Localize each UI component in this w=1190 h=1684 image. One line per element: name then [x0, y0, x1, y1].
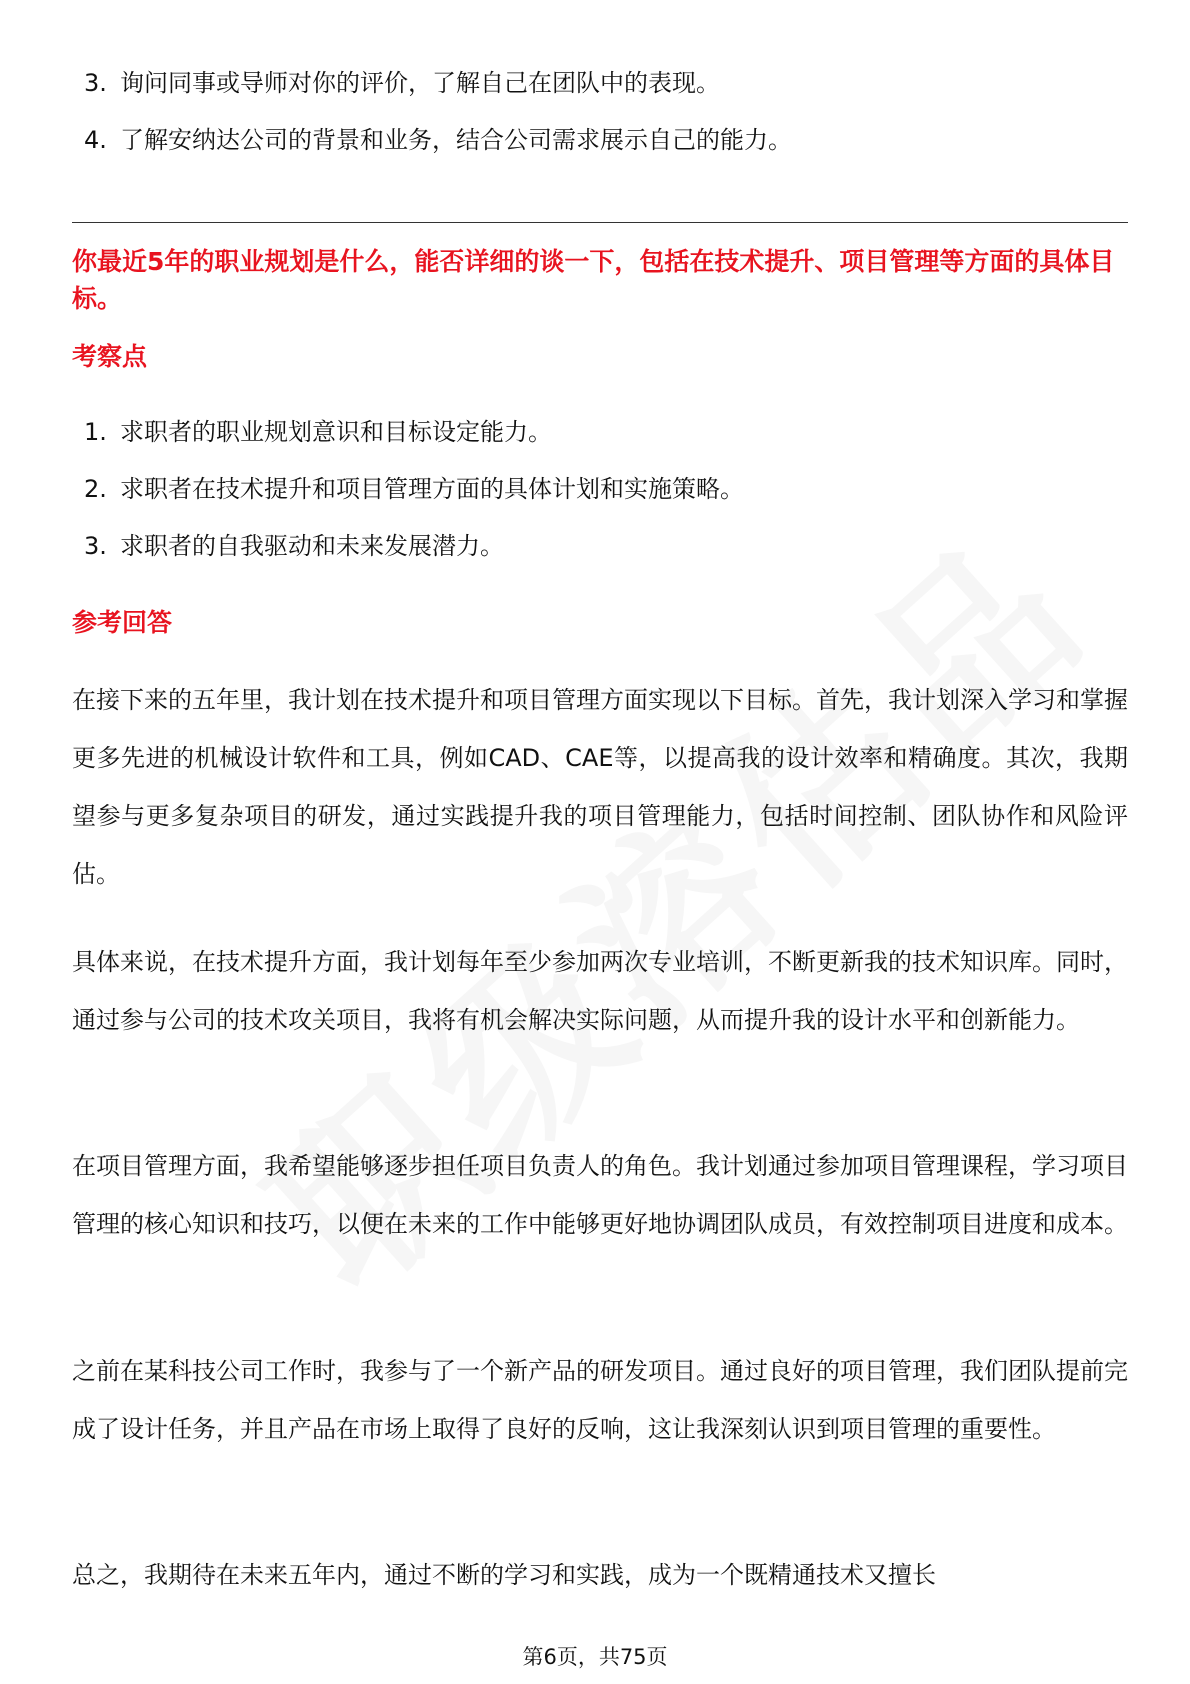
answer-paragraph: 在项目管理方面，我希望能够逐步担任项目负责人的角色。我计划通过参加项目管理课程，学习项目管理的核心知识和技巧，以便在未来的工作中能够更好地协调团队成员，有效控制项目进度和成本。 [72, 1152, 1128, 1238]
page-footer: 第6页，共75页 [522, 1645, 668, 1669]
list-text: 求职者的自我驱动和未来发展潜力。 [120, 532, 504, 560]
list-number: 3. [84, 532, 107, 560]
list-number: 4. [84, 126, 107, 154]
list-number: 1. [84, 418, 107, 446]
evaluation-points-list [72, 415, 1128, 586]
list-item [72, 472, 1128, 506]
list-item [72, 66, 1128, 100]
answer-paragraph: 具体来说，在技术提升方面，我计划每年至少参加两次专业培训，不断更新我的技术知识库。同时，通过参与公司的技术攻关项目，我将有机会解决实际问题，从而提升我的设计水平和创新能力。 [72, 948, 1128, 1034]
list-item [72, 415, 1128, 449]
answer-paragraph: 在接下来的五年里，我计划在技术提升和项目管理方面实现以下目标。首先，我计划深入学习和掌握更多先进的机械设计软件和工具，例如CAD、CAE等，以提高我的设计效率和精确度。其次，我期望参与更多复杂项目的研发，通过实践提升我的项目管理能力，包括时间控制、团队协作和风险评估。 [72, 686, 1128, 888]
previous-points-list [72, 66, 1128, 180]
list-item [72, 529, 1128, 563]
answer-label: 参考回答 [72, 608, 173, 637]
list-number: 2. [84, 475, 107, 503]
answer-paragraph: 之前在某科技公司工作时，我参与了一个新产品的研发项目。通过良好的项目管理，我们团队提前完成了设计任务，并且产品在市场上取得了良好的反响，这让我深刻认识到项目管理的重要性。 [72, 1357, 1128, 1443]
list-text: 询问同事或导师对你的评价，了解自己在团队中的表现。 [120, 69, 720, 97]
list-text: 求职者的职业规划意识和目标设定能力。 [120, 418, 552, 446]
points-label: 考察点 [72, 342, 148, 371]
list-text: 求职者在技术提升和项目管理方面的具体计划和实施策略。 [120, 475, 744, 503]
list-number: 3. [84, 69, 107, 97]
list-item [72, 123, 1128, 157]
list-text: 了解安纳达公司的背景和业务，结合公司需求展示自己的能力。 [120, 126, 792, 154]
answer-paragraph: 总之，我期待在未来五年内，通过不断的学习和实践，成为一个既精通技术又擅长 [72, 1561, 936, 1589]
question-heading: 你最近5年的职业规划是什么，能否详细的谈一下，包括在技术提升、项目管理等方面的具体目标。 [72, 247, 1115, 313]
document-page [72, 0, 1128, 1684]
section-divider [72, 222, 1128, 223]
